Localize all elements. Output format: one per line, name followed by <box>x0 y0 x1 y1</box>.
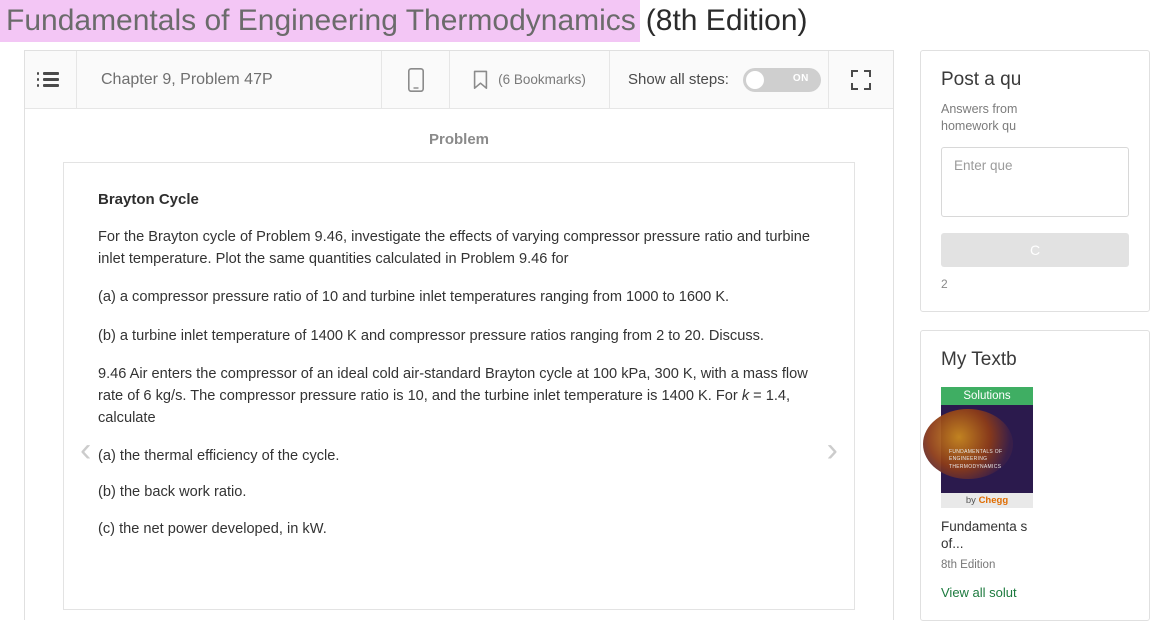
problem-paragraph: (a) a compressor pressure ratio of 10 and turbine inlet temperatures ranging from 1000 to 1600 K. <box>98 289 730 306</box>
textbook-thumbnail[interactable] <box>941 387 1033 508</box>
referenced-problem-post: = 1.4, calculate <box>98 387 791 427</box>
chegg-attribution <box>941 493 1033 508</box>
problem-paragraph: For the Brayton cycle of Problem 9.46, investigate the effects of varying compressor pressure ratio and turbine inlet temperature. Plot the same quantities calculated in Problem 9.46 for <box>98 229 810 268</box>
book-cover-line1: FUNDAMENTALS OF <box>949 448 1003 455</box>
show-all-steps-toggle[interactable] <box>743 68 821 92</box>
mobile-device-icon <box>408 68 424 92</box>
chegg-brand: Chegg <box>978 494 1009 506</box>
chapter-problem-label[interactable]: Chapter 9, Problem 47P <box>77 51 382 108</box>
sidebar <box>920 50 1150 639</box>
page-title-highlighted: Fundamentals of Engineering Thermodynamics <box>0 0 640 42</box>
textbook-name: Fundamenta s of... <box>941 518 1028 552</box>
ask-question-title: Post a qu <box>941 69 1022 90</box>
ask-question-subtitle <box>941 101 1129 135</box>
problem-section-label: Problem <box>428 131 489 148</box>
problem-heading: Brayton Cycle <box>98 191 199 208</box>
textbook-edition: 8th Edition <box>941 558 996 571</box>
page-title-edition: (8th Edition) <box>645 4 808 37</box>
book-cover-text <box>949 449 1002 472</box>
question-input[interactable]: Enter que <box>941 147 1129 217</box>
variable-k: k <box>741 387 750 404</box>
view-all-solutions-link[interactable]: View all solut <box>941 584 1017 600</box>
toggle-knob <box>746 71 764 89</box>
toolbar <box>25 51 893 109</box>
hamburger-menu-icon <box>43 69 59 90</box>
problem-paragraph: (b) a turbine inlet temperature of 1400 K and compressor pressure ratios ranging from 2 to 20. Discuss. <box>98 327 764 344</box>
book-cover-line2: ENGINEERING <box>949 456 988 463</box>
solutions-badge: Solutions <box>941 387 1033 405</box>
menu-button[interactable] <box>25 51 77 108</box>
referenced-problem-paragraph <box>98 363 820 430</box>
continue-button[interactable]: C <box>941 233 1129 267</box>
problem-paragraph: (b) the back work ratio. <box>98 484 247 501</box>
problem-card <box>63 162 855 610</box>
previous-problem-arrow[interactable]: ‹ <box>80 431 92 469</box>
ask-question-subtitle-line2: homework qu <box>941 118 1017 133</box>
bookmarks-count-label: (6 Bookmarks) <box>498 72 586 87</box>
solution-panel <box>24 50 894 620</box>
book-cover-image <box>941 405 1033 493</box>
mobile-device-button[interactable] <box>382 51 450 108</box>
page-title <box>0 0 1024 42</box>
show-all-steps-control <box>610 51 829 108</box>
ask-question-card <box>920 50 1150 312</box>
book-cover-line3: THERMODYNAMICS <box>949 463 1002 470</box>
referenced-problem-pre: 9.46 Air enters the compressor of an ideal cold air-standard Brayton cycle at 100 kPa, 300 K, with a mass flow rate of 6 kg/s. The compressor pressure ratio is 10, and the turbine inlet temperature is 1400 K. For <box>98 365 808 404</box>
my-textbook-card <box>920 330 1150 621</box>
questions-left-label: 2 <box>941 276 948 291</box>
expand-button[interactable] <box>829 51 893 108</box>
ask-question-subtitle-line1: Answers from <box>941 102 1018 116</box>
show-all-steps-label: Show all steps: <box>628 71 729 88</box>
problem-paragraph: (a) the thermal efficiency of the cycle. <box>98 448 340 465</box>
next-problem-arrow[interactable]: › <box>826 431 838 469</box>
by-label: by <box>965 494 976 506</box>
toggle-state-label: ON <box>792 72 809 84</box>
expand-fullscreen-icon <box>850 69 872 91</box>
my-textbook-title: My Textb <box>941 348 1017 370</box>
problem-paragraph: (c) the net power developed, in kW. <box>98 520 327 537</box>
bookmark-icon <box>473 70 488 90</box>
bookmarks-button[interactable] <box>450 51 610 108</box>
